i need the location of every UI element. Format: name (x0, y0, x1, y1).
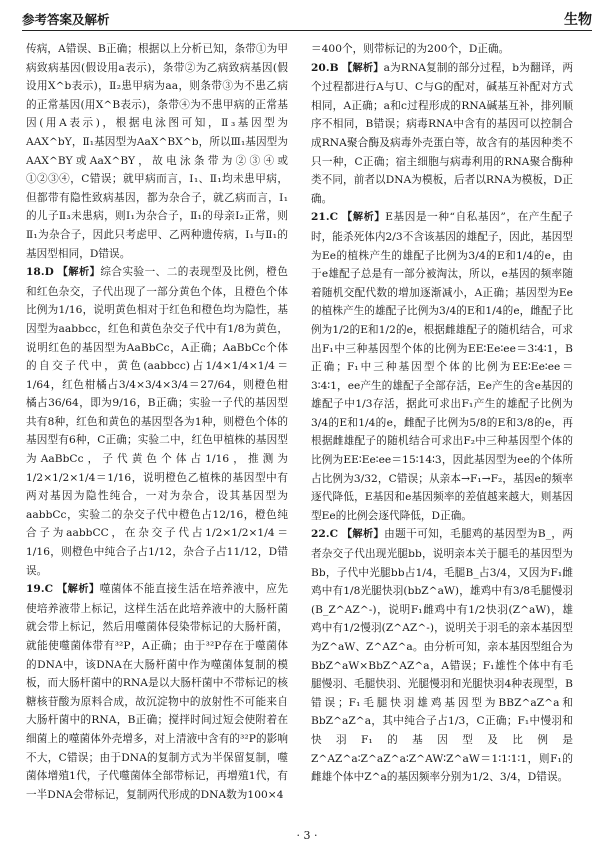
q17-continuation: 传病，A错误、B正确；根据以上分析已知，条带①为甲病致病基因(假设用a表示)，条带②为乙病致病基因(假设用X^b表示)，Ⅱ₂患甲病为aa，则条带③为不患乙病的正常基因(用X^B表示)，条带④为不患甲病的正常基因(用A表示)，根据电泳图可知，Ⅱ₃基因型为AAX^bY，Ⅱ₁基因型为AaX^BX^b，所以Ⅲ₁基因型为AAX^BY或AaX^BY，故电泳条带为②③④或①②③④，C错误；就甲病而言，Ⅰ₁、Ⅱ₁均未患甲病，但都带有隐性致病基因，都为杂合子，就乙病而言，Ⅰ₁的儿子Ⅱ₃未患病，则Ⅰ₁为杂合子，Ⅱ₁的母亲Ⅰ₂正常，则Ⅱ₁为杂合子，因此只考虑甲、乙两种遗传病，Ⅰ₁与Ⅱ₁的基因型相同，D错误。 (26, 43, 288, 260)
answer-number: 18.D (26, 266, 54, 279)
left-column (26, 40, 288, 804)
answer-number: 21.C (311, 211, 339, 224)
q19-continuation: ＝400个，则带标记的为200个，D正确。 (311, 43, 510, 55)
analysis-tag: 【解析】 (57, 267, 101, 279)
answer-number: 22.C (311, 528, 339, 541)
header-subject: 生物 (564, 12, 592, 28)
answer-text: a为RNA复制的部分过程，b为翻译，两个过程都进行A与U、C与G的配对，碱基互补配对方式相同，A正确；a和c过程形成的RNA碱基互补，排列顺序不相同，B错误；病毒RNA中含有的基因可以控制合成RNA聚合酶及病毒外壳蛋白等，故含有的基因种类不只一种，C正确；宿主细胞与病毒利用的RNA聚合酶种类不同，前者以DNA为模板，后者以RNA为模板，D正确。 (311, 61, 574, 205)
analysis-tag: 【解析】 (342, 62, 384, 74)
page-header (22, 4, 592, 31)
answer-text: E基因是一种“自私基因”，在产生配子时，能杀死体内2/3不含该基因的雄配子，因此，基因型为Ee的植株产生的雄配子比例为3/4的E和1/4的e，由于e雄配子总是有一部分被淘汰，所以，e基因的频率随着随机交配代数的增加逐渐减小，A正确；基因型为Ee的植株产生的雄配子比例为3/4的E和1/4的e，雌配子比例为1/2的E和1/2的e，根据雌雄配子的随机结合，可求出F₁中三种基因型个体的比例为EE∶Ee∶ee＝3∶4∶1，B正确；F₁中三种基因型个体的比例为EE∶Ee∶ee＝3∶4∶1，ee产生的雄配子全部存活，Ee产生的含e基因的雄配子中1/3存活，据此可求出F₁产生的雄配子比例为3/4的E和1/4的e，雌配子比例为5/8的E和3/8的e，再根据雌雄配子的随机结合可求出F₂中三种基因型个体的比例为EE∶Ee∶ee＝15∶14∶3，因此基因型为ee的个体所占比例为3/32，C错误；从亲本→F₁→F₂，基因e的频率逐代降低，E基因和e基因频率的差值越来越大，则基因型Ee的比例会逐代降低，D正确。 (311, 211, 574, 522)
answer-text: 噬菌体不能直接生活在培养液中，应先使培养液带上标记，这样生活在此培养液中的大肠杆菌就会带上标记，然后用噬菌体侵染带标记的大肠杆菌，就能使噬菌体带有³²P，A正确；由于³²P存在于噬菌体的DNA中，该DNA在大肠杆菌中作为噬菌体复制的模板，而大肠杆菌中的RNA是以大肠杆菌中不带标记的核糖核苷酸为原料合成，故沉淀物中的放射性不可能来自大肠杆菌中的RNA，B正确；搅拌时间过短会使附着在细菌上的噬菌体外壳增多，对上清液中含有的³²P的影响不大，C错误；由于DNA的复制方式为半保留复制，噬菌体增殖1代，子代噬菌体全部带标记，再增殖1代，有一半DNA会带标记，复制两代形成的DNA数为100×4 (26, 583, 288, 801)
answer-item-19 (26, 580, 288, 804)
answer-text: 综合实验一、二的表现型及比例，橙色和红色杂交，子代出现了一部分黄色个体，且橙色个体比例为1/16，说明黄色相对于红色和橙色均为隐性，基因型为aabbcc，红色和黄色杂交子代中有1/8为黄色，说明红色的基因型为AaBbCc，A正确；AaBbCc个体的自交子代中，黄色(aabbcc)占1/4×1/4×1/4＝1/64，红色柑橘占3/4×3/4×3/4＝27/64，则橙色柑橘占36/64，即为9/16，B正确；实验一子代的基因型共有8种，红色和黄色的基因型各为1种，则橙色个体的基因型有6种，C正确；实验二中，红色甲植株的基因型为AaBbCc，子代黄色个体占1/16，推测为1/2×1/2×1/4＝1/16，说明橙色乙植株的基因型中有两对基因为隐性纯合，一对为杂合，设其基因型为aabbCc，实验二的杂交子代中橙色占12/16，橙色纯合子为aabbCC，在杂交子代占1/2×1/2×1/4＝1/16，则橙色中纯合子占1/12，杂合子占11/12，D错误。 (26, 266, 288, 577)
analysis-tag: 【解析】 (341, 529, 385, 541)
page-number: · 3 · (296, 829, 318, 842)
answer-item-22 (311, 525, 573, 786)
header-title: 参考答案及解析 (22, 12, 110, 27)
analysis-tag: 【解析】 (56, 584, 100, 596)
answer-item-18 (26, 263, 288, 580)
answer-text: 由题干可知，毛腿鸡的基因型为B_，两者杂交子代出现光腿bb，说明亲本关于腿毛的基因型为Bb，子代中光腿bb占1/4，毛腿B_占3/4，又因为F₁雌鸡中有1/8光腿快羽(bbZ^aW)，雄鸡中有3/8毛腿慢羽(B_Z^AZ^-)，说明F₁雌鸡中有1/2快羽(Z^aW)，雄鸡中有1/2慢羽(Z^AZ^-)，说明关于羽毛的亲本基因型为Z^aW、Z^AZ^a。由分析可知，亲本基因型组合为BbZ^aW×BbZ^AZ^a，A错误；F₁雄性个体中有毛腿慢羽、毛腿快羽、光腿慢羽和光腿快羽4种表现型，B错误；F₁毛腿快羽雄鸡基因型为BBZ^aZ^a和BbZ^aZ^a，其中纯合子占1/3，C正确；F₁中慢羽和快羽F₁的基因型及比例是Z^AZ^a∶Z^aZ^a∶Z^AW∶Z^aW＝1∶1∶1∶1，则F₁的雌雄个体中Z^a的基因频率分别为1/2、3/4，D错误。 (311, 528, 574, 784)
answer-item-21 (311, 208, 573, 525)
analysis-tag: 【解析】 (342, 212, 386, 224)
answer-number: 20.B (311, 61, 339, 74)
answer-number: 19.C (26, 583, 54, 596)
answer-item-20 (311, 59, 573, 209)
right-column (311, 40, 573, 787)
